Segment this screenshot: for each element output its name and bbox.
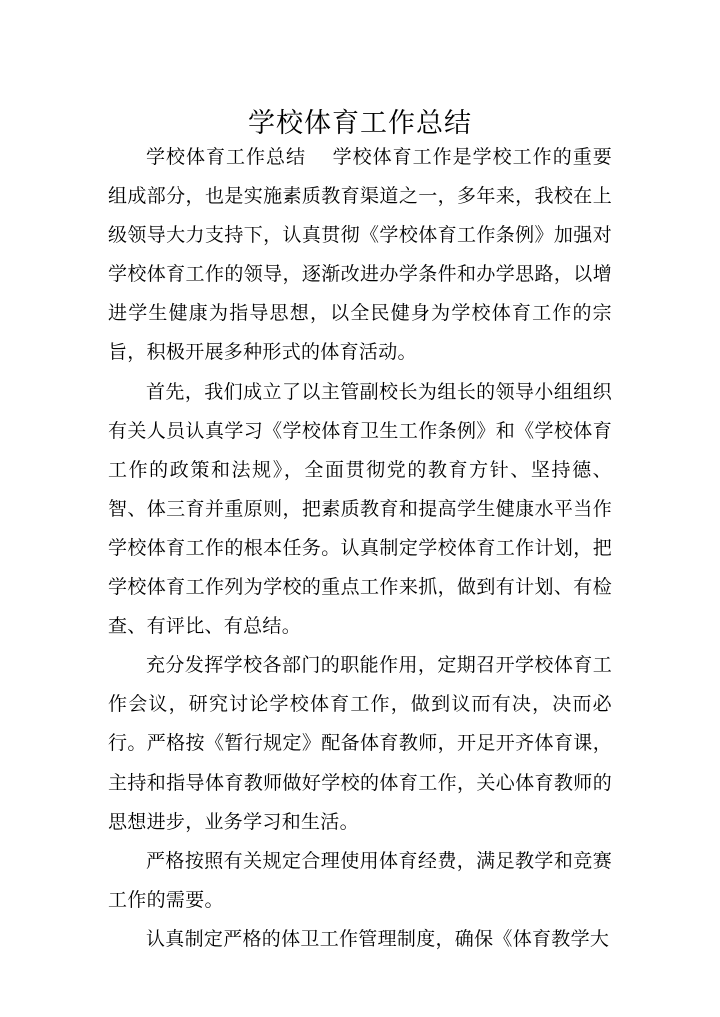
paragraph-4: 严格按照有关规定合理使用体育经费，满足教学和竞赛工作的需要。 — [108, 849, 612, 911]
paragraph-1-lead-title: 学校体育工作总结 — [146, 146, 307, 168]
paragraph-3: 充分发挥学校各部门的职能作用，定期召开学校体育工作会议，研究讨论学校体育工作，做到议而有决，决而必行。严格按《暂行规定》配备体育教师，开足开齐体育课，主持和指导体育教师做好学校的体育工作，关心体育教师的思想进步，业务学习和生活。 — [108, 654, 612, 833]
paragraph-5: 认真制定严格的体卫工作管理制度，确保《体育教学大 — [146, 927, 610, 950]
document-body — [108, 138, 612, 959]
paragraph-1-text: 学校体育工作是学校工作的重要组成部分，也是实施素质教育渠道之一，多年来，我校在上级领导大力支持下，认真贯彻《学校体育工作条例》加强对学校体育工作的领导，逐渐改进办学条件和办学思路，以增进学生健康为指导思想，以全民健身为学校体育工作的宗旨，积极开展多种形式的体育活动。 — [108, 146, 613, 364]
document-title: 学校体育工作总结 — [248, 108, 472, 140]
paragraph-2: 首先，我们成立了以主管副校长为组长的领导小组组织有关人员认真学习《学校体育卫生工作条例》和《学校体育工作的政策和法规》，全面贯彻党的教育方针、坚持德、智、体三育并重原则，把素质教育和提高学生健康水平当作学校体育工作的根本任务。认真制定学校体育工作计划，把学校体育工作列为学校的重点工作来抓，做到有计划、有检查、有评比、有总结。 — [108, 380, 612, 638]
paragraph-1 — [108, 138, 612, 373]
